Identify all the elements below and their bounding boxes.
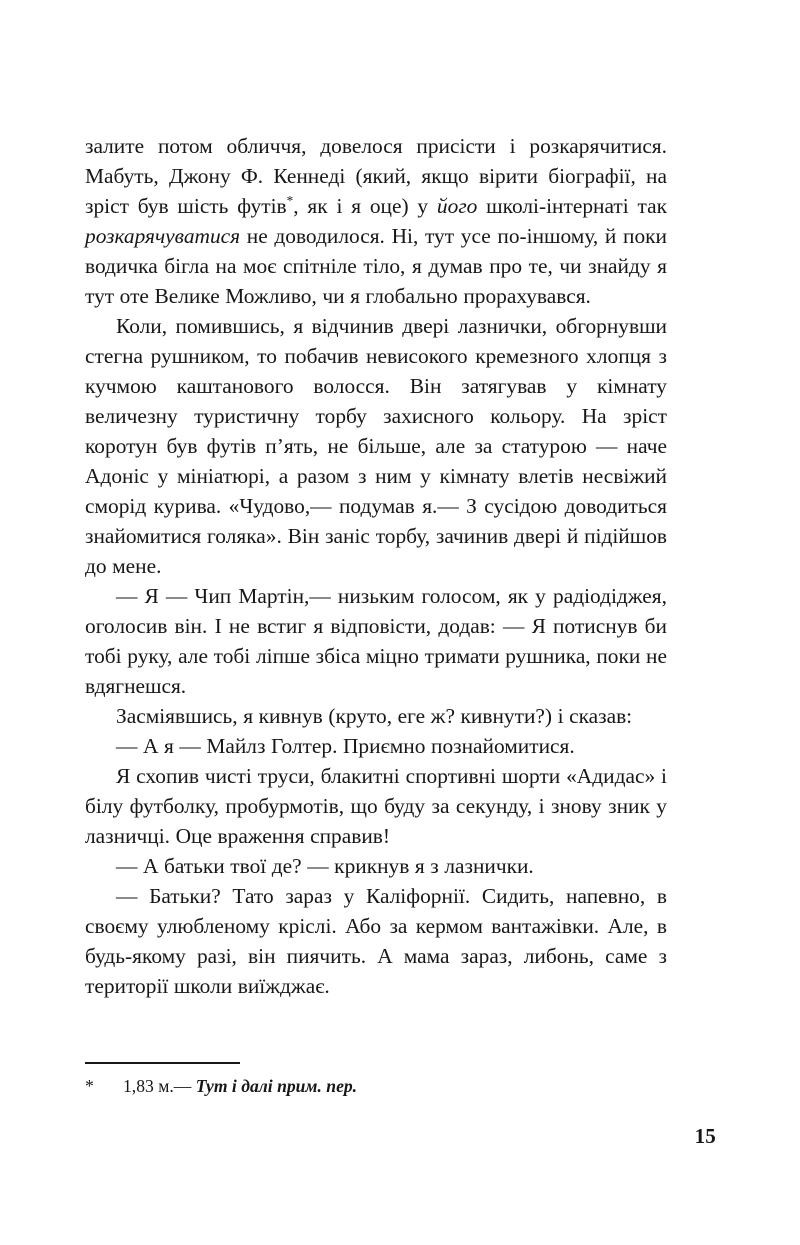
text-run: — А батьки твої де? — крикнув я з лазнички. [116,854,534,878]
footnote-attribution: Тут і далі прим. пер. [195,1076,358,1096]
paragraph-continuation [85,131,667,311]
paragraph [85,851,667,881]
text-run: , як і я оце) у [293,194,437,218]
paragraph [85,311,667,581]
text-run: Засміявшись, я кивнув (круто, еге ж? кивнути?) і сказав: [116,704,633,728]
footnote-area [85,1062,667,1098]
paragraph [85,701,667,731]
footnote-text [85,1074,667,1098]
footnote-value: 1,83 м.— [123,1076,196,1096]
paragraph [85,581,667,701]
text-run: школі-інтернаті так [477,194,668,218]
page-number: 15 [694,1124,716,1148]
text-run: — Я — Чип Мартін,— низьким голосом, як у радіодіджея, оголосив він. І не встиг я відповісти, додав: — Я потиснув би тобі руку, але тобі ліпше збіса міцно тримати рушника, поки не вдягнешся. [85,584,667,698]
text-run: залите потом обличчя, довелося присісти і розкарячитися. Мабуть, Джону Ф. Кеннеді (який, якщо вірити біографії, на зріст був шість футів [85,134,667,218]
paragraph [85,881,667,1001]
footnote-separator-rule [85,1062,240,1064]
emphasis-text: розкарячуватися [85,224,241,248]
paragraph [85,761,667,851]
text-run: Коли, помившись, я відчинив двері лазнички, обгорнувши стегна рушником, то побачив невисокого кремезного хлопця з кучмою каштанового волосся. Він затягував у кімнату величезну туристичну торбу захисного кольору. На зріст коротун був футів п’ять, не більше, але за статурою — наче Адоніс у мініатюрі, а разом з ним у кімнату влетів несвіжий сморід курива. «Чудово,— подумав я.— З сусідою доводиться знайомитися голяка». Він заніс торбу, зачинив двері й підійшов до мене. [85,314,667,578]
text-run: — Батьки? Тато зараз у Каліфорнії. Сидить, напевно, в своєму улюбленому кріслі. Або за кермом вантажівки. Але, в будь-якому разі, він пиячить. А мама зараз, либонь, саме з території школи виїжджає. [85,884,667,998]
emphasis-text: його [436,194,478,218]
text-run: — А я — Майлз Голтер. Приємно познайомитися. [116,734,575,758]
footnote-marker-icon: * [286,192,294,208]
body-text-block [85,131,667,1001]
footnote-marker-icon: * [85,1076,94,1096]
text-run: не доводилося. Ні, тут усе по-іншому, й поки водичка бігла на моє спітніле тіло, я думав про те, чи знайду я тут оте Велике Можливо, чи я глобально прорахувався. [85,224,667,308]
paragraph [85,731,667,761]
text-run: Я схопив чисті труси, блакитні спортивні шорти «Адидас» і білу футболку, пробурмотів, що буду за секунду, і знову зник у лазничці. Оце враження справив! [85,764,667,848]
